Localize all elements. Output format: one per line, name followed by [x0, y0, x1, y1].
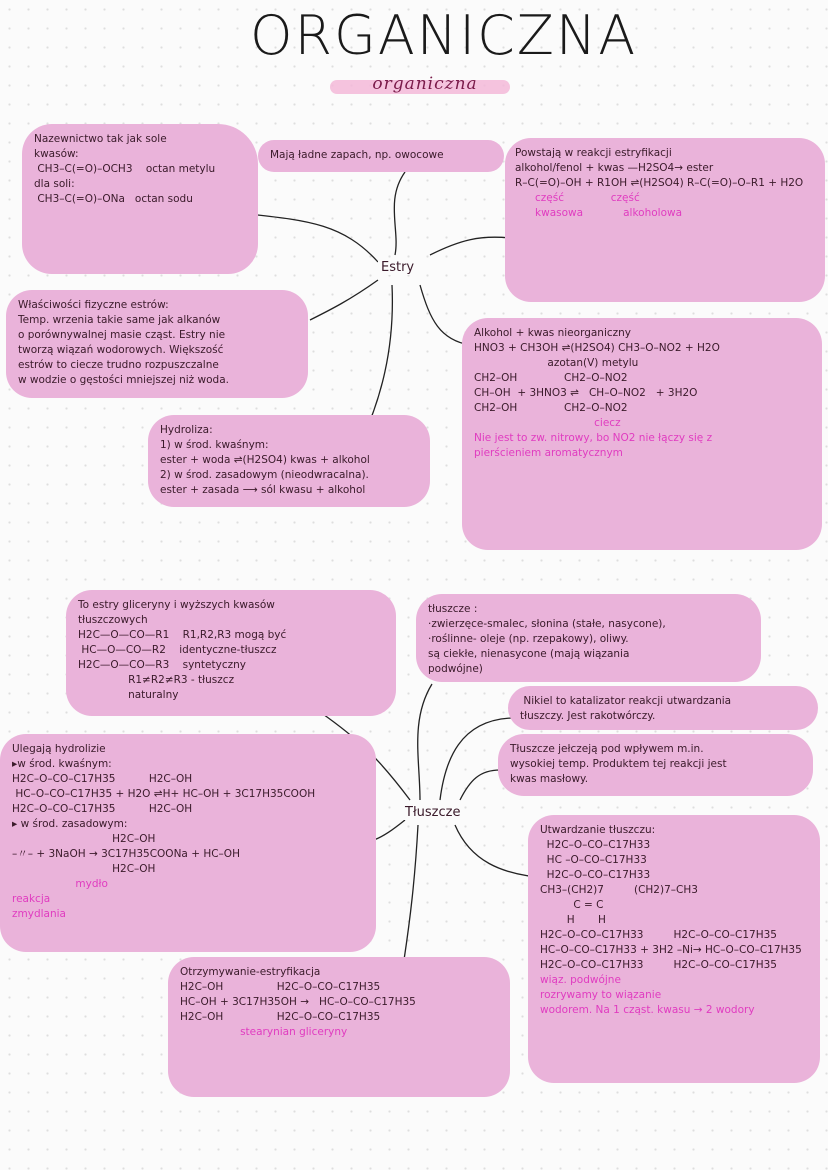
box-line: ester + woda ⇌(H2SO4) kwas + alkohol: [160, 454, 370, 466]
box-fat-types: [416, 594, 761, 682]
box-line: Alkohol + kwas nieorganiczny: [474, 327, 632, 339]
hub-esters: Estry: [378, 260, 417, 275]
box-line: HC–O–CO–C17H33 + 3H2 –Ni→ HC–O–CO–C17H35: [540, 944, 802, 956]
box-glycerides: [66, 590, 396, 716]
box-line: HC–OH + 3C17H35OH → HC–O–CO–C17H35: [180, 996, 416, 1008]
hub-fats: Tłuszcze: [402, 805, 463, 820]
box-line: Właściwości fizyczne estrów:: [18, 299, 169, 311]
box-line: CH2–OH CH2–O–NO2: [474, 372, 628, 384]
box-line: H H: [540, 914, 606, 926]
box-note: zmydlania: [12, 908, 66, 920]
box-hardening: [528, 815, 820, 1083]
box-line: H2C–O–CO–C17H35 H2C–OH: [12, 803, 193, 815]
box-line: H2C–OH H2C–O–CO–C17H35: [180, 1011, 381, 1023]
box-physical-properties: [6, 290, 308, 398]
box-line: są ciekłe, nienasycone (mają wiązania: [428, 648, 630, 660]
box-note: część część: [515, 192, 640, 204]
box-line: H2C–O–CO–C17H33 H2C–O–CO–C17H35: [540, 929, 777, 941]
box-line: tłuszcze :: [428, 603, 478, 615]
box-fat-hydrolysis: [0, 734, 376, 952]
box-inorganic-acid-esters: [462, 318, 822, 550]
box-line: CH2–OH CH2–O–NO2: [474, 402, 628, 414]
box-note: wodorem. Na 1 cząst. kwasu → 2 wodory: [540, 1004, 755, 1016]
page-subtitle: organiczna: [372, 74, 478, 94]
box-line: 1) w środ. kwaśnym:: [160, 439, 269, 451]
box-note: Nie jest to zw. nitrowy, bo NO2 nie łączy się z: [474, 432, 713, 444]
box-line: CH–OH + 3HNO3 ⇌ CH–O–NO2 + 3H2O: [474, 387, 698, 399]
box-line: kwas masłowy.: [510, 773, 589, 785]
box-line: wysokiej temp. Produktem tej reakcji jest: [510, 758, 727, 770]
box-line: podwójne): [428, 663, 483, 675]
box-line: Nazewnictwo tak jak sole: [34, 133, 167, 145]
box-line: ▸w środ. kwaśnym:: [12, 758, 112, 770]
box-fat-esterification: [168, 957, 510, 1097]
box-line: Nikiel to katalizator reakcji utwardzania: [520, 695, 732, 707]
page-title: ORGANICZNA: [250, 4, 638, 67]
box-line: alkohol/fenol + kwas —H2SO4→ ester: [515, 162, 714, 174]
box-note: pierścieniem aromatycznym: [474, 447, 623, 459]
arrow-esters-smell: [394, 172, 405, 255]
box-esterification: [505, 138, 825, 302]
box-line: Ulegają hydrolizie: [12, 743, 106, 755]
box-line: Utwardzanie tłuszczu:: [540, 824, 656, 836]
box-note: wiąz. podwójne: [540, 974, 621, 986]
box-line: CH3–C(=O)–OCH3 octan metylu: [34, 163, 216, 175]
box-line: Powstają w reakcji estryfikacji: [515, 147, 672, 159]
box-line: tłuszczowych: [78, 614, 148, 626]
box-line: H2C–O–CO–C17H33 H2C–O–CO–C17H35: [540, 959, 777, 971]
box-line: 2) w środ. zasadowym (nieodwracalna).: [160, 469, 369, 481]
box-line: w wodzie o gęstości mniejszej niż woda.: [18, 374, 229, 386]
box-line: tworzą wiązań wodorowych. Większość: [18, 344, 224, 356]
box-nickel: [508, 686, 818, 730]
box-line: –〃– + 3NaOH → 3C17H35COONa + HC–OH: [12, 848, 240, 860]
box-note: reakcja: [12, 893, 51, 905]
arrow-fats-esterification: [404, 825, 418, 960]
box-line: HC—O—CO—R2 identyczne-tłuszcz: [78, 644, 277, 656]
box-smell: [258, 140, 504, 172]
box-line: H2C–O–CO–C17H35 H2C–OH: [12, 773, 193, 785]
box-line: ▸ w środ. zasadowym:: [12, 818, 128, 830]
box-hydrolysis: [148, 415, 430, 507]
box-naming: [22, 124, 258, 274]
box-line: ester + zasada ⟶ sól kwasu + alkohol: [160, 484, 366, 496]
box-line: HC –O–CO–C17H33: [540, 854, 647, 866]
box-line: o porównywalnej masie cząst. Estry nie: [18, 329, 226, 341]
box-line: H2C–OH: [12, 833, 156, 845]
box-note: ciecz: [474, 417, 621, 429]
box-note: mydło: [12, 878, 108, 890]
box-line: naturalny: [78, 689, 179, 701]
box-line: Otrzymywanie-estryfikacja: [180, 966, 321, 978]
box-note: stearynian gliceryny: [180, 1026, 348, 1038]
box-line: Hydroliza:: [160, 424, 213, 436]
box-line: H2C–OH H2C–O–CO–C17H35: [180, 981, 381, 993]
box-line: H2C–O–CO–C17H33: [540, 839, 651, 851]
box-note: rozrywamy to wiązanie: [540, 989, 662, 1001]
box-line: kwasów:: [34, 148, 79, 160]
box-rancidity: [498, 734, 813, 796]
box-note: kwasowa alkoholowa: [515, 207, 683, 219]
box-line: H2C—O—CO—R3 syntetyczny: [78, 659, 246, 671]
arrow-fats-types: [418, 684, 432, 800]
box-line: estrów to ciecze trudno rozpuszczalne: [18, 359, 219, 371]
box-line: CH3–(CH2)7 (CH2)7–CH3: [540, 884, 698, 896]
box-line: HNO3 + CH3OH ⇌(H2SO4) CH3–O–NO2 + H2O: [474, 342, 720, 354]
box-line: R1≠R2≠R3 - tłuszcz: [78, 674, 235, 686]
box-line: H2C–O–CO–C17H33: [540, 869, 651, 881]
box-line: H2C—O—CO—R1 R1,R2,R3 mogą być: [78, 629, 287, 641]
box-line: dla soli:: [34, 178, 75, 190]
box-line: CH3–C(=O)–ONa octan sodu: [34, 193, 193, 205]
box-line: R–C(=O)–OH + R1OH ⇌(H2SO4) R–C(=O)–O–R1 + H2O: [515, 177, 804, 189]
box-line: Tłuszcze jełczeją pod wpływem m.in.: [510, 743, 704, 755]
box-line: ·zwierzęce-smalec, słonina (stałe, nasycone),: [428, 618, 666, 630]
arrow-esters-properties: [310, 280, 378, 320]
box-line: HC–O–CO–C17H35 + H2O ⇌H+ HC–OH + 3C17H35COOH: [12, 788, 316, 800]
arrow-fats-rancid: [460, 770, 500, 800]
box-line: Temp. wrzenia takie same jak alkanów: [18, 314, 221, 326]
box-line: ·roślinne- oleje (np. rzepakowy), oliwy.: [428, 633, 629, 645]
box-line: Mają ładne zapach, np. owocowe: [270, 149, 444, 161]
box-line: tłuszczy. Jest rakotwórczy.: [520, 710, 656, 722]
arrow-esters-formation: [430, 237, 510, 255]
box-line: azotan(V) metylu: [474, 357, 639, 369]
box-line: To estry gliceryny i wyższych kwasów: [78, 599, 275, 611]
box-line: H2C–OH: [12, 863, 156, 875]
box-line: C = C: [540, 899, 604, 911]
